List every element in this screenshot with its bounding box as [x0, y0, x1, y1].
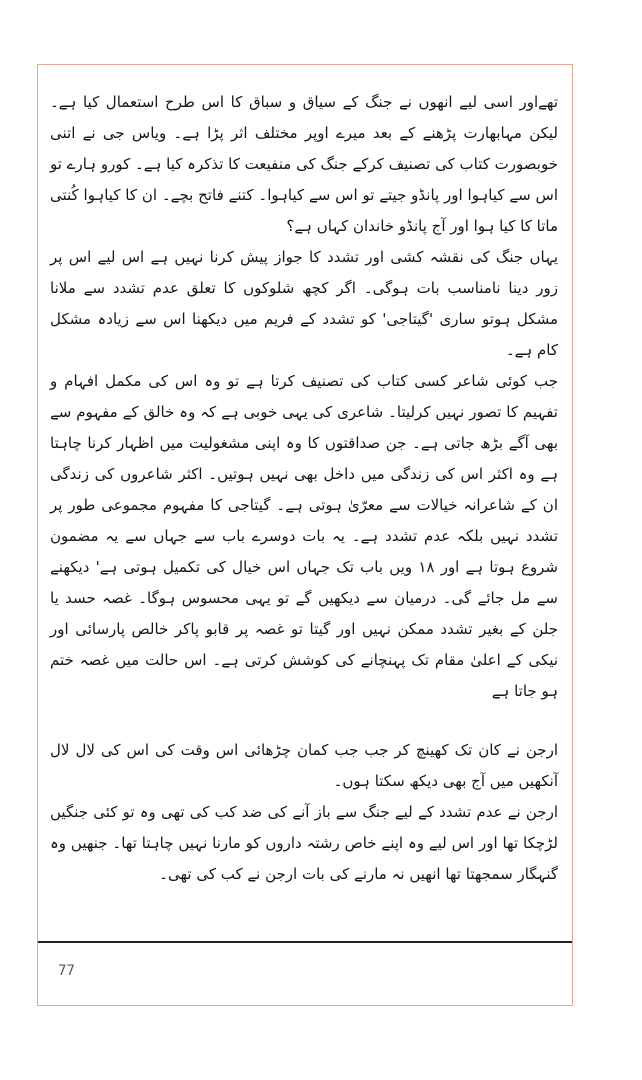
paragraph-1: تھےاور اسی لیے انھوں نے جنگ کے سیاق و سباق کا اس طرح استعمال کیا ہے۔ لیکن مہابھارت پڑھنے کے بعد میرے اوپر مختلف اثر پڑا ہے۔ ویاس جی نے اتنی خوبصورت کتاب کی تصنیف کرکے جنگ کی منفیعت کا تذکرہ کیا ہے۔ کورو ہارے تو اس سے کیاہوا اور پانڈو جیتے تو اس سے کیاہوا۔ کتنے فاتح بچے۔ ان کا کیاہوا کُنتی ماتا کا کیا ہوا اور آج پانڈو خاندان کہاں ہے؟	[50, 93, 558, 235]
page-number: 77	[58, 963, 75, 979]
paragraph-4: ارجن نے کان تک کھینچ کر جب جب کمان چڑھائی اس وقت کی اس کی لال لال آنکھیں میں آج بھی دیکھ سکتا ہوں۔	[50, 741, 558, 790]
paragraph-2: یہاں جنگ کی نقشہ کشی اور تشدد کا جواز پیش کرنا نہیں ہے اس لیے اس پر زور دینا نامناسب بات ہوگی۔ اگر کچھ شلوکوں کا تعلق عدم تشدد سے ملانا مشکل ہوتو ساری 'گیتاجی' کو تشدد کے فریم میں دیکھنا اس سے زیادہ مشکل کام ہے۔	[50, 248, 558, 359]
paragraph-5: ارجن نے عدم تشدد کے لیے جنگ سے باز آنے کی ضد کب کی تھی وہ تو کئی جنگیں لڑچکا تھا اور اس لیے وہ اپنے خاص رشتہ داروں کو مارنا نہیں چاہتا تھا۔ جنھیں وہ گنہگار سمجھتا تھا انھیں نہ مارنے کی بات ارجن نے کب کی تھی۔	[50, 803, 558, 883]
body-text	[50, 87, 558, 890]
paragraph-3: جب کوئی شاعر کسی کتاب کی تصنیف کرتا ہے تو وہ اس کی مکمل افہام و تفہیم کا تصور نہیں کرلیتا۔ شاعری کی یہی خوبی ہے کہ وہ خالق کے مفہوم سے بھی آگے بڑھ جاتی ہے۔ جن صداقتوں کا وہ اپنی مشغولیت میں اظہار کرنا چاہتا ہے وہ اکثر اس کی زندگی میں داخل بھی نہیں ہوتیں۔ اکثر شاعروں کی زندگی ان کے شاعرانہ خیالات سے معرّیٰ ہوتی ہے۔ گیتاجی کا مفہوم مجموعی طور پر تشدد نہیں بلکہ عدم تشدد ہے۔ یہ بات دوسرے باب سے جہاں سے یہ مضمون شروع ہوتا ہے اور ۱۸ ویں باب تک جہاں اس خیال کی تکمیل ہوتی ہے' دیکھنے سے مل جائے گی۔ درمیان سے دیکھیں گے تو یہی محسوس ہوگا۔ غصہ حسد یا جلن کے بغیر تشدد ممکن نہیں اور گیتا تو غصہ پر قابو پاکر خالص پارسائی اور نیکی کے اعلیٰ مقام تک پہنچانے کی کوشش کرتی ہے۔ اس حالت میں غصہ ختم ہو جاتا ہے	[50, 372, 558, 700]
footer-divider	[38, 941, 572, 943]
page-frame	[37, 64, 573, 1006]
